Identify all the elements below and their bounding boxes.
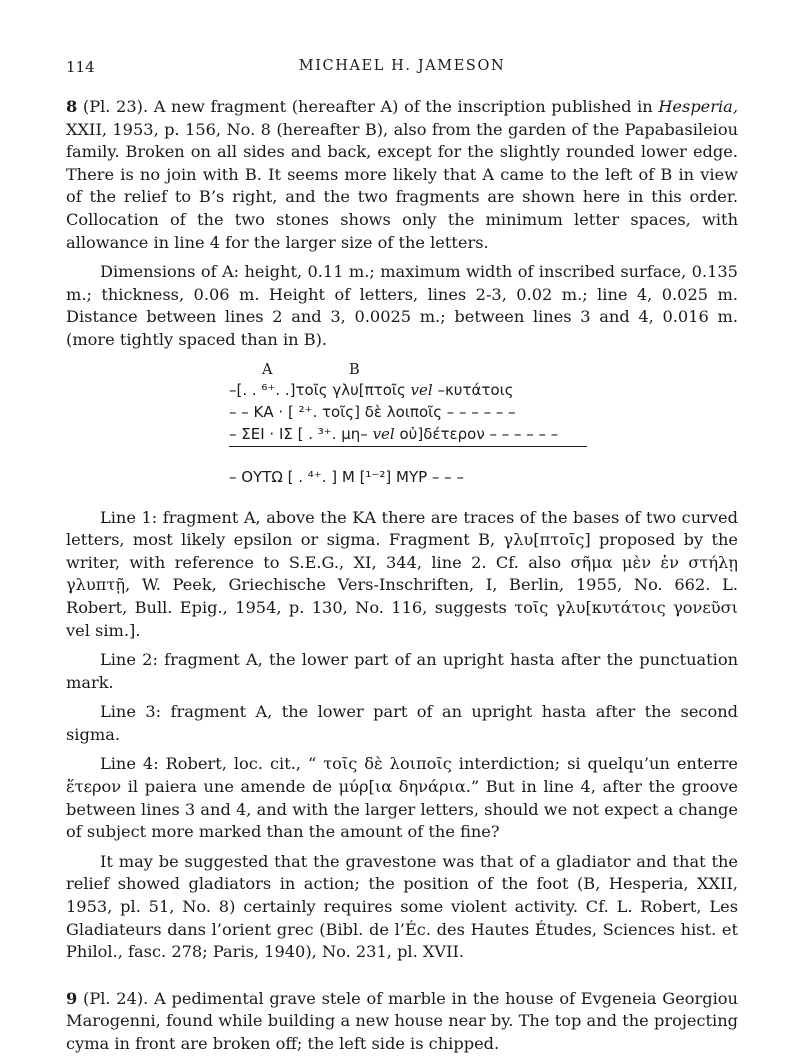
inscription-line-1-end: –κυτάτοις: [437, 380, 514, 399]
inscription-line-4: – ΟΥΤΩ [ . ⁴⁺. ] Μ [¹⁻²] ΜΥΡ – – –: [229, 467, 464, 486]
inscription-line-2: – – ΚΑ · [ ²⁺. τοῖς] δὲ λοιποῖς – – – – – –: [229, 402, 516, 421]
entry-8-intro: [66, 96, 738, 254]
note-line-1: Line 1: fragment A, above the ΚΑ there are traces of the bases of two curved letters, most likely epsilon or sigma. Fragment B, γλυ[πτοῖς] proposed by the writer, with reference to S.E.G., XI, 344, line 2. Cf. also σῆμα μὲν ἐν στήλῃ γλυπτῇ, W. Peek, Griechische Vers-Inschriften, I, Berlin, 1955, No. 662. L. Robert, Bull. Epig., 1954, p. 130, No. 116, suggests τοῖς γλυ[κυτάτοις γονεῦσι vel sim.].: [66, 507, 738, 640]
entry-9: [66, 988, 738, 1056]
page-number: 114: [66, 58, 95, 76]
entry-8-intro-rest: XXII, 1953, p. 156, No. 8 (hereafter B), also from the garden of the Papabasileiou family. Broken on all sides and back, except for the slightly rounded lower edge. There is no join with B. It seems more likely that A came to the left of B in view of the relief to B’s right, and the two fragments are shown here in this order. Collocation of the two stones shows only the minimum letter spaces, with allowance in line 4 for the larger size of the letters.: [66, 119, 738, 252]
fragment-label-a: A: [262, 361, 273, 378]
inscription-line-3: [229, 423, 558, 446]
entry-number: 8: [66, 97, 78, 116]
inscription-groove-rule: [229, 446, 587, 447]
dimensions-paragraph: Dimensions of A: height, 0.11 m.; maximum width of inscribed surface, 0.135 m.; thickness, 0.06 m. Height of letters, lines 2-3, 0.02 m.; line 4, 0.025 m. Distance between lines 2 and 3, 0.0025 m.; between lines 3 and 4, 0.016 m. (more tightly spaced than in B).: [66, 262, 738, 349]
inscription-line-3-end: οὐ]δέτερον – – – – – –: [399, 424, 559, 443]
note-gladiator: It may be suggested that the gravestone was that of a gladiator and that the relief showed gladiators in action; the position of the foot (B, Hesperia, XXII, 1953, pl. 51, No. 8) certainly requires some violent activity. Cf. L. Robert, Les Gladiateurs dans l’orient grec (Bibl. de l’Éc. des Hautes Études, Sciences hist. et Philol., fasc. 278; Paris, 1940), No. 231, pl. XVII.: [66, 851, 738, 962]
fragment-label-b: B: [349, 361, 360, 378]
inscription-block: [66, 359, 738, 497]
entry-9-text: (Pl. 24). A pedimental grave stele of marble in the house of Evgeneia Georgiou Marogenni, found while building a new house near by. The top and the projecting cyma in front are broken off; the left side is chipped.: [66, 988, 738, 1053]
inscription-line-3-vel: vel: [367, 424, 400, 443]
note-line-3: Line 3: fragment A, the lower part of an upright hasta after the second sigma.: [66, 702, 738, 744]
entry-8-intro-text: (Pl. 23). A new fragment (hereafter A) of the inscription published in: [82, 97, 653, 116]
inscription-line-3-text: – ΣΕΙ · ΙΣ [ . ³⁺. μη–: [229, 424, 368, 443]
page-header: [66, 58, 738, 80]
entry-number: 9: [66, 988, 78, 1008]
running-head: MICHAEL H. JAMESON: [298, 58, 506, 74]
note-line-2: Line 2: fragment A, the lower part of an upright hasta after the punctuation mark.: [66, 650, 738, 692]
inscription-line-1-text: –[. . ⁶⁺. .]τοῖς γλυ[πτοῖς: [229, 380, 406, 399]
note-line-4: Line 4: Robert, loc. cit., “ τοῖς δὲ λοιποῖς interdiction; si quelqu’un enterre ἕτερον il paiera une amende de μύρ[ια δηνάρια.” But in line 4, after the groove between lines 3 and 4, and with the larger letters, should we not expect a change of subject more marked than the amount of the fine?: [66, 754, 738, 842]
page-body: [66, 96, 738, 1063]
journal-title: Hesperia,: [658, 97, 738, 116]
inscription-line-1-vel: vel: [405, 380, 438, 399]
inscription-line-1: [229, 379, 514, 402]
